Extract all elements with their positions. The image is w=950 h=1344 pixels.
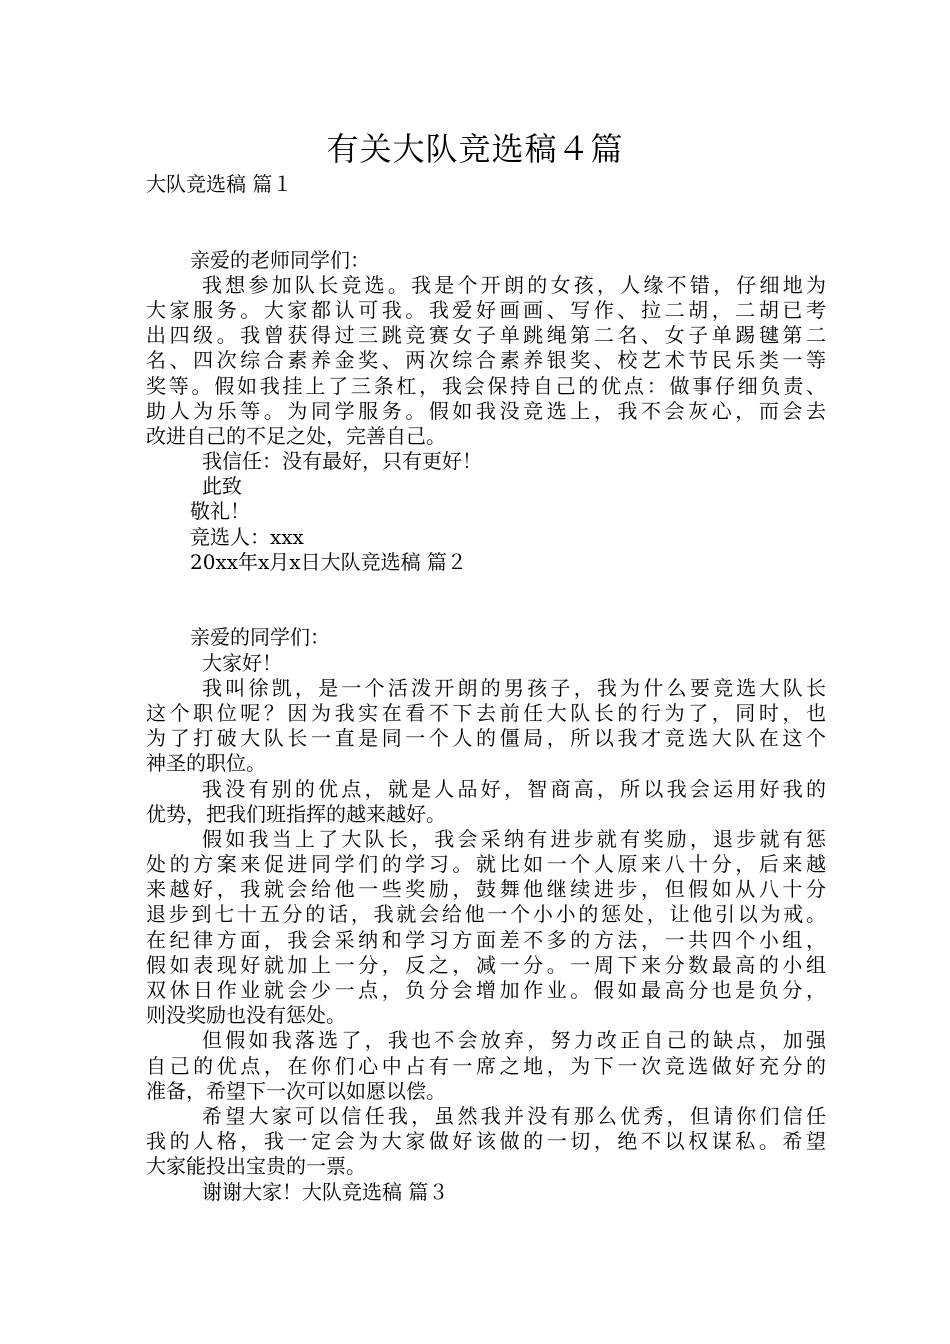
paragraph-line: 大家好！ — [202, 650, 282, 675]
signature-line: 竞选人：xxx — [190, 524, 304, 549]
paragraph-line: 处的方案来促进同学们的学习。就比如一个人原来八十分，后来越 — [146, 852, 826, 877]
paragraph-line: 但假如我落选了，我也不会放弃，努力改正自己的缺点，加强 — [202, 1028, 826, 1053]
document-body — [146, 172, 826, 1205]
paragraph-line: 双休日作业就会少一点，负分会增加作业。假如最高分也是负分， — [146, 978, 826, 1003]
paragraph-line: 出四级。我曾获得过三跳竞赛女子单跳绳第二名、女子单踢毽第二 — [146, 323, 826, 348]
paragraph-line: 来越好，我就会给他一些奖励，鼓舞他继续进步，但假如从八十分 — [146, 877, 826, 902]
paragraph-line: 我想参加队长竞选。我是个开朗的女孩，人缘不错，仔细地为 — [202, 272, 826, 297]
paragraph-line: 神圣的职位。 — [146, 751, 266, 776]
paragraph-line: 退步到七十五分的话，我就会给他一个小小的惩处，让他引以为戒。 — [146, 902, 826, 927]
greeting: 亲爱的同学们： — [190, 625, 330, 650]
closing-line: 敬礼！ — [190, 499, 250, 524]
paragraph-line: 我的人格，我一定会为大家做好该做的一切，绝不以权谋私。希望 — [146, 1129, 826, 1154]
blank-gap — [146, 197, 826, 247]
paragraph-line: 我叫徐凯，是一个活泼开朗的男孩子，我为什么要竞选大队长 — [202, 675, 826, 700]
closing-line: 此致 — [202, 474, 242, 499]
paragraph-line: 大家服务。大家都认可我。我爱好画画、写作、拉二胡，二胡已考 — [146, 297, 826, 322]
greeting: 亲爱的老师同学们： — [190, 247, 370, 272]
paragraph-line: 我没有别的优点，就是人品好，智商高，所以我会运用好我的 — [202, 776, 826, 801]
closing-line: 谢谢大家！大队竞选稿 篇３ — [202, 1179, 449, 1204]
document-title: 有关大队竞选稿４篇 — [326, 130, 624, 168]
paragraph-line: 大家能投出宝贵的一票。 — [146, 1154, 366, 1179]
blank-gap — [146, 575, 826, 625]
date-line: 20xx年x月x日大队竞选稿 篇２ — [190, 549, 467, 574]
paragraph-line: 假如我当上了大队长，我会采纳有进步就有奖励，退步就有惩 — [202, 826, 826, 851]
paragraph-line: 则没奖励也没有惩处。 — [146, 1003, 346, 1028]
paragraph-line: 助人为乐等。为同学服务。假如我没竞选上，我不会灰心，而会去 — [146, 398, 826, 423]
paragraph-line: 假如表现好就加上一分，反之，减一分。一周下来分数最高的小组 — [146, 952, 826, 977]
section-heading: 大队竞选稿 篇１ — [146, 172, 293, 196]
paragraph-line: 奖等。假如我挂上了三条杠，我会保持自己的优点：做事仔细负责、 — [146, 373, 826, 398]
paragraph-line: 改进自己的不足之处，完善自己。 — [146, 423, 446, 448]
paragraph-line: 在纪律方面，我会采纳和学习方面差不多的方法，一共四个小组， — [146, 927, 826, 952]
paragraph-line: 准备，希望下一次可以如愿以偿。 — [146, 1078, 446, 1103]
paragraph-line: 自己的优点，在你们心中占有一席之地，为下一次竞选做好充分的 — [146, 1053, 826, 1078]
paragraph-line: 我信任：没有最好，只有更好！ — [202, 449, 482, 474]
paragraph-line: 这个职位呢？因为我实在看不下去前任大队长的行为了，同时，也 — [146, 700, 826, 725]
paragraph-line: 名、四次综合素养金奖、两次综合素养银奖、校艺术节民乐类一等 — [146, 348, 826, 373]
paragraph-line: 优势，把我们班指挥的越来越好。 — [146, 801, 446, 826]
paragraph-line: 为了打破大队长一直是同一个人的僵局，所以我才竞选大队在这个 — [146, 726, 826, 751]
paragraph-line: 希望大家可以信任我，虽然我并没有那么优秀，但请你们信任 — [202, 1103, 826, 1128]
